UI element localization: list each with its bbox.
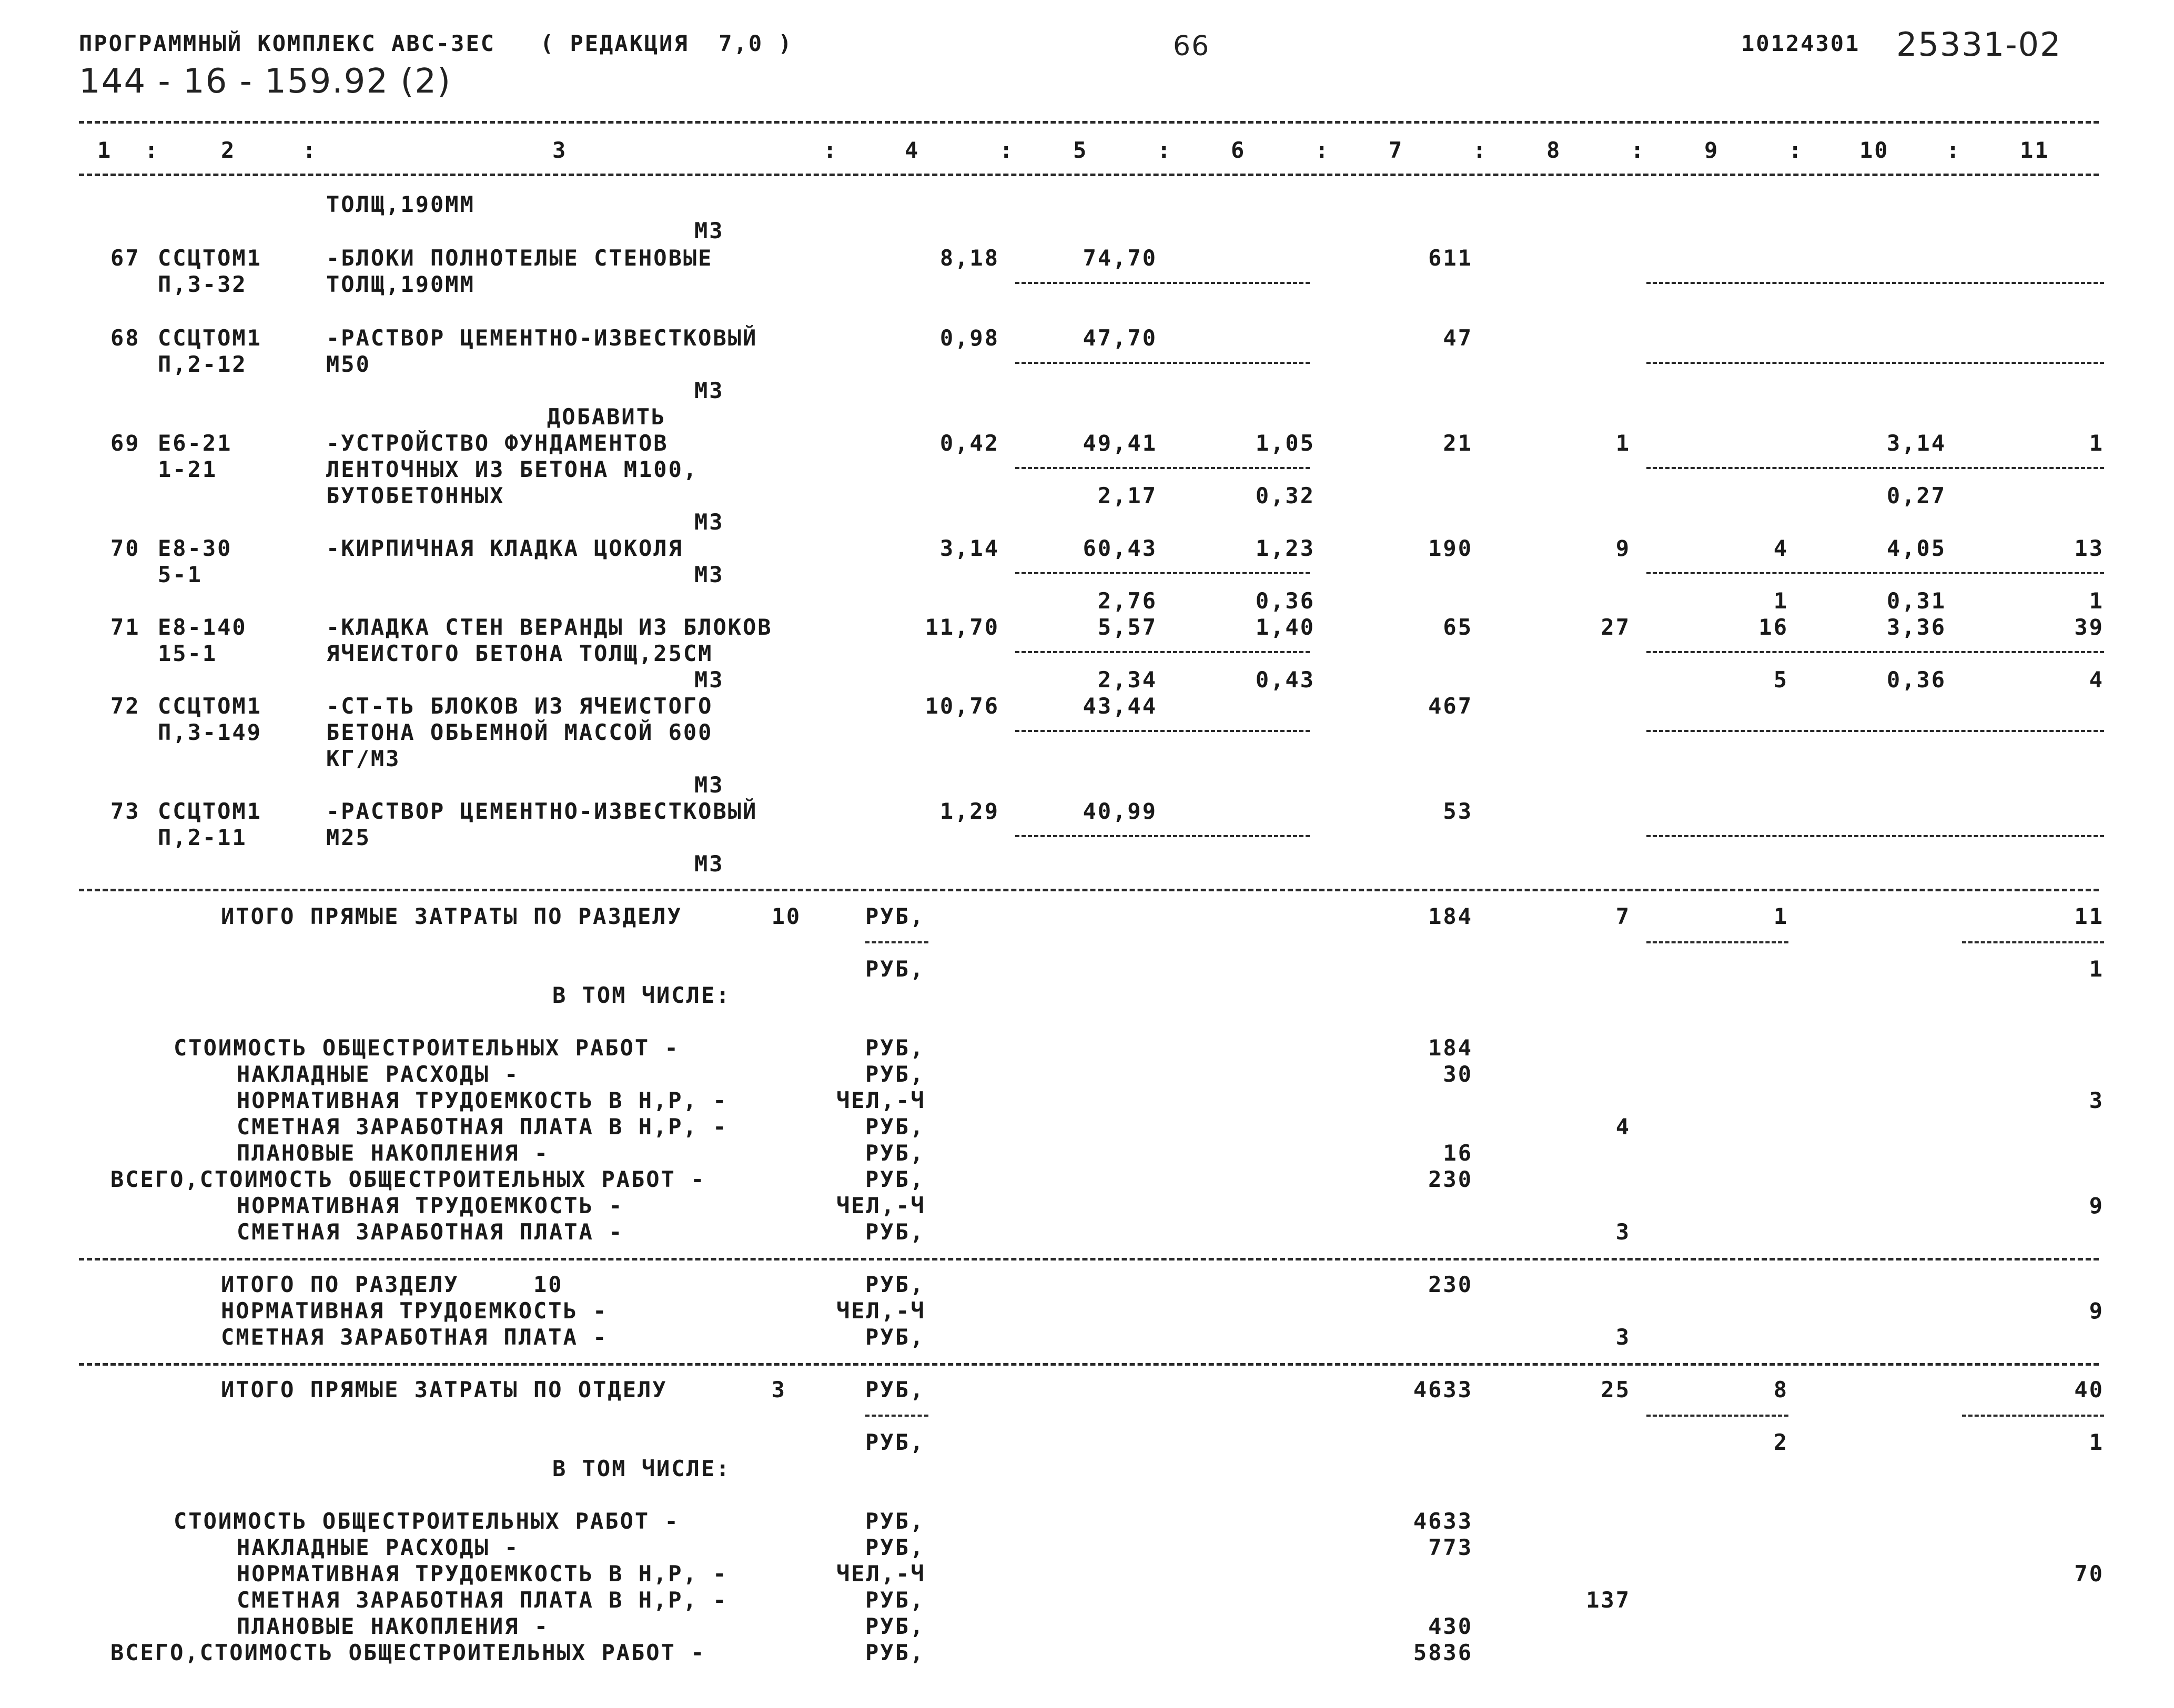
row-price: 60,43 (1083, 535, 1157, 561)
row-col10-sub: 0,27 (1886, 483, 1946, 509)
row-col6-sub: 0,36 (1255, 588, 1315, 614)
program-title: ПРОГРАММНЫЙ КОМПЛЕКС АВС-3ЕС ( РЕДАКЦИЯ 7,0 ) (79, 30, 793, 56)
summary-total: 184 (1428, 903, 1473, 929)
row-qty: 1,29 (939, 798, 999, 824)
row-col11: 13 (2074, 535, 2104, 561)
row-number: 70 (110, 535, 140, 561)
separator-line (79, 174, 2099, 176)
column-header: 10 (1859, 137, 1889, 163)
unit-label: М3 (694, 509, 724, 535)
summary-row-label: НАКЛАДНЫЕ РАСХОДЫ - (237, 1061, 520, 1087)
summary-row-col11: 70 (2074, 1561, 2104, 1587)
column-header: 6 (1231, 137, 1246, 163)
separator-line (79, 121, 2099, 124)
summary-col9-sub: 2 (1773, 1429, 1788, 1455)
row-col10: 3,14 (1886, 430, 1946, 456)
summary-row-label: ВСЕГО,СТОИМОСТЬ ОБЩЕСТРОИТЕЛЬНЫХ РАБОТ - (110, 1166, 706, 1192)
row-code: ССЦТОМ1 (158, 693, 262, 719)
handwritten-code: 25331-02 (1896, 25, 2062, 64)
summary-row-label: СМЕТНАЯ ЗАРАБОТНАЯ ПЛАТА В Н,Р, - (237, 1587, 728, 1613)
row-col11: 1 (2089, 430, 2104, 456)
summary-row-unit: РУБ, (865, 1272, 925, 1297)
summary-total: 4633 (1413, 1377, 1473, 1402)
row-col9: 16 (1758, 614, 1788, 640)
row-price: 43,44 (1083, 693, 1157, 719)
row-code: ССЦТОМ1 (158, 798, 262, 824)
summary-row-label: ПЛАНОВЫЕ НАКОПЛЕНИЯ - (237, 1613, 550, 1639)
summary-row-unit: РУБ, (865, 1613, 925, 1639)
row-col6: 1,23 (1255, 535, 1315, 561)
row-total: 21 (1443, 430, 1473, 456)
row-price-sub: 2,34 (1097, 667, 1157, 693)
row-price-sub: 2,17 (1097, 483, 1157, 509)
summary-row-col8: 137 (1586, 1587, 1631, 1613)
row-price: 74,70 (1083, 245, 1157, 271)
summary-row-col7: 16 (1443, 1140, 1473, 1166)
summary-unit: РУБ, (865, 1377, 925, 1402)
summary-row-col7: 230 (1428, 1166, 1473, 1192)
summary-row-label: СМЕТНАЯ ЗАРАБОТНАЯ ПЛАТА - (221, 1324, 608, 1350)
summary-row-unit: РУБ, (865, 1114, 925, 1140)
column-header: 1 (97, 137, 113, 163)
unit-label: М3 (694, 772, 724, 798)
row-col10-sub: 0,31 (1886, 588, 1946, 614)
row-price: 40,99 (1083, 798, 1157, 824)
row-total: 190 (1428, 535, 1473, 561)
row-code: ССЦТОМ1 (158, 245, 262, 271)
column-header: 3 (552, 137, 568, 163)
row-qty: 0,98 (939, 325, 999, 351)
row-number: 72 (110, 693, 140, 719)
unit-label: М3 (694, 851, 724, 877)
summary-row-col7: 4633 (1413, 1508, 1473, 1534)
summary-row-unit: РУБ, (865, 1534, 925, 1560)
summary-row-col7: 430 (1428, 1613, 1473, 1639)
row-col8: 1 (1615, 430, 1631, 456)
summary-row-unit: РУБ, (865, 1061, 925, 1087)
row-name: -РАСТВОР ЦЕМЕНТНО-ИЗВЕСТКОВЫЙ (326, 798, 758, 824)
row-number: 71 (110, 614, 140, 640)
summary-row-col7: 773 (1428, 1534, 1473, 1560)
summary-col11: 11 (2074, 903, 2104, 929)
row-total: 467 (1428, 693, 1473, 719)
row-name-2: ЛЕНТОЧНЫХ ИЗ БЕТОНА М100, (326, 456, 699, 482)
row-number: 67 (110, 245, 140, 271)
row-code-sub: П,3-149 (158, 719, 262, 745)
row-code-sub: 5-1 (158, 562, 203, 587)
unit-label: М3 (694, 378, 724, 403)
row-name-2: М50 (326, 351, 371, 377)
summary-row-col8: 3 (1615, 1219, 1631, 1245)
row-price: 49,41 (1083, 430, 1157, 456)
column-header: 2 (221, 137, 236, 163)
summary-row-unit: РУБ, (865, 1035, 925, 1061)
summary-row-col7: 30 (1443, 1061, 1473, 1087)
row-code: Е8-30 (158, 535, 232, 561)
row-name-2: БЕТОНА ОБЬЕМНОЙ МАССОЙ 600 (326, 719, 713, 745)
row-total: 65 (1443, 614, 1473, 640)
summary-row-unit: РУБ, (865, 1324, 925, 1350)
row-qty: 10,76 (925, 693, 999, 719)
summary-col8: 7 (1615, 903, 1631, 929)
summary-row-col7: 184 (1428, 1035, 1473, 1061)
row-name: -РАСТВОР ЦЕМЕНТНО-ИЗВЕСТКОВЫЙ (326, 325, 758, 351)
summary-unit: РУБ, (865, 1429, 925, 1455)
column-header: 5 (1073, 137, 1088, 163)
summary-unit: РУБ, (865, 903, 925, 929)
including-label: В ТОМ ЧИСЛЕ: (552, 1456, 731, 1481)
summary-row-label: НОРМАТИВНАЯ ТРУДОЕМКОСТЬ - (221, 1298, 608, 1324)
unit-label: М3 (694, 218, 724, 243)
row-total: 611 (1428, 245, 1473, 271)
row-col6-sub: 0,43 (1255, 667, 1315, 693)
separator-line (79, 1363, 2099, 1366)
summary-row-unit: РУБ, (865, 1219, 925, 1245)
row-number: 73 (110, 798, 140, 824)
separator-line (79, 889, 2099, 891)
row-total: 47 (1443, 325, 1473, 351)
summary-row-unit: РУБ, (865, 1587, 925, 1613)
summary-row-unit: РУБ, (865, 1508, 925, 1534)
summary-col9: 8 (1773, 1377, 1788, 1402)
summary-row-label: СМЕТНАЯ ЗАРАБОТНАЯ ПЛАТА В Н,Р, - (237, 1114, 728, 1140)
row-col8: 9 (1615, 535, 1631, 561)
row-qty: 3,14 (939, 535, 999, 561)
row-name-3: БУТОБЕТОННЫХ (326, 483, 505, 509)
summary-row-col11: 9 (2089, 1193, 2104, 1218)
summary-row-unit: ЧЕЛ,-Ч (836, 1087, 926, 1113)
row-code-sub: П,2-11 (158, 825, 247, 850)
summary-row-unit: РУБ, (865, 1140, 925, 1166)
row-code-sub: 15-1 (158, 640, 218, 666)
continued-text: ТОЛЩ,190ММ (326, 191, 475, 217)
page-number: 66 (1173, 30, 1210, 62)
summary-row-label: ВСЕГО,СТОИМОСТЬ ОБЩЕСТРОИТЕЛЬНЫХ РАБОТ - (110, 1640, 706, 1665)
row-col9-sub: 5 (1773, 667, 1788, 693)
separator-line (79, 1258, 2099, 1260)
row-price: 47,70 (1083, 325, 1157, 351)
summary-row-unit: ЧЕЛ,-Ч (836, 1561, 926, 1587)
summary-row-col11: 3 (2089, 1087, 2104, 1113)
including-label: В ТОМ ЧИСЛЕ: (552, 982, 731, 1008)
row-name: -УСТРОЙСТВО ФУНДАМЕНТОВ (326, 430, 669, 456)
summary-col11-sub: 1 (2089, 956, 2104, 982)
row-col10: 4,05 (1886, 535, 1946, 561)
summary-row-unit: РУБ, (865, 1640, 925, 1665)
row-name-2: М25 (326, 825, 371, 850)
summary-row-label: ИТОГО ПО РАЗДЕЛУ 10 (221, 1272, 563, 1297)
summary-row-col7: 230 (1428, 1272, 1473, 1297)
row-number: 68 (110, 325, 140, 351)
summary-row-label: НАКЛАДНЫЕ РАСХОДЫ - (237, 1534, 520, 1560)
summary-row-col11: 9 (2089, 1298, 2104, 1324)
unit-label: М3 (694, 562, 724, 587)
row-name: -КЛАДКА СТЕН ВЕРАНДЫ ИЗ БЛОКОВ (326, 614, 773, 640)
summary-row-col8: 3 (1615, 1324, 1631, 1350)
row-col9-sub: 1 (1773, 588, 1788, 614)
summary-row-label: СТОИМОСТЬ ОБЩЕСТРОИТЕЛЬНЫХ РАБОТ - (174, 1508, 680, 1534)
row-col10-sub: 0,36 (1886, 667, 1946, 693)
row-price-sub: 2,76 (1097, 588, 1157, 614)
row-name: -СТ-ТЬ БЛОКОВ ИЗ ЯЧЕИСТОГО (326, 693, 713, 719)
row-price: 5,57 (1097, 614, 1157, 640)
row-qty: 8,18 (939, 245, 999, 271)
summary-title: ИТОГО ПРЯМЫЕ ЗАТРАТЫ ПО РАЗДЕЛУ 10 (221, 903, 802, 929)
summary-row-label: ПЛАНОВЫЕ НАКОПЛЕНИЯ - (237, 1140, 550, 1166)
row-name: -КИРПИЧНАЯ КЛАДКА ЦОКОЛЯ (326, 535, 683, 561)
row-col11: 39 (2074, 614, 2104, 640)
row-col6: 1,05 (1255, 430, 1315, 456)
row-code: Е6-21 (158, 430, 232, 456)
row-name-2: ЯЧЕИСТОГО БЕТОНА ТОЛЩ,25СМ (326, 640, 713, 666)
row-col11-sub: 1 (2089, 588, 2104, 614)
column-header: 4 (905, 137, 920, 163)
summary-unit: РУБ, (865, 956, 925, 982)
row-code: ССЦТОМ1 (158, 325, 262, 351)
summary-col11-sub: 1 (2089, 1429, 2104, 1455)
summary-row-label: НОРМАТИВНАЯ ТРУДОЕМКОСТЬ В Н,Р, - (237, 1087, 728, 1113)
row-code-sub: П,2-12 (158, 351, 247, 377)
row-code-sub: 1-21 (158, 456, 218, 482)
row-qty: 11,70 (925, 614, 999, 640)
summary-col9: 1 (1773, 903, 1788, 929)
summary-row-unit: ЧЕЛ,-Ч (836, 1193, 926, 1218)
summary-row-col8: 4 (1615, 1114, 1631, 1140)
column-header: 7 (1389, 137, 1404, 163)
row-col8: 27 (1601, 614, 1631, 640)
row-name-3: КГ/М3 (326, 746, 401, 771)
summary-row-unit: РУБ, (865, 1166, 925, 1192)
summary-row-label: НОРМАТИВНАЯ ТРУДОЕМКОСТЬ - (237, 1193, 624, 1218)
summary-row-label: НОРМАТИВНАЯ ТРУДОЕМКОСТЬ В Н,Р, - (237, 1561, 728, 1587)
document-code: 10124301 (1741, 30, 1860, 56)
summary-row-label: СТОИМОСТЬ ОБЩЕСТРОИТЕЛЬНЫХ РАБОТ - (174, 1035, 680, 1061)
row-col9: 4 (1773, 535, 1788, 561)
row-qty: 0,42 (939, 430, 999, 456)
column-header: 8 (1546, 137, 1562, 163)
row-total: 53 (1443, 798, 1473, 824)
add-note: ДОБАВИТЬ (547, 404, 666, 430)
column-header: 9 (1704, 137, 1720, 163)
row-name-2: ТОЛЩ,190ММ (326, 271, 475, 297)
summary-row-col7: 5836 (1413, 1640, 1473, 1665)
summary-col11: 40 (2074, 1377, 2104, 1402)
row-col6-sub: 0,32 (1255, 483, 1315, 509)
row-number: 69 (110, 430, 140, 456)
row-code-sub: П,3-32 (158, 271, 247, 297)
column-header: 11 (2020, 137, 2050, 163)
summary-row-unit: ЧЕЛ,-Ч (836, 1298, 926, 1324)
row-col10: 3,36 (1886, 614, 1946, 640)
row-code: Е8-140 (158, 614, 247, 640)
summary-row-label: СМЕТНАЯ ЗАРАБОТНАЯ ПЛАТА - (237, 1219, 624, 1245)
row-col6: 1,40 (1255, 614, 1315, 640)
summary-title: ИТОГО ПРЯМЫЕ ЗАТРАТЫ ПО ОТДЕЛУ 3 (221, 1377, 786, 1402)
row-col11-sub: 4 (2089, 667, 2104, 693)
handwritten-reference: 144 - 16 - 159.92 (2) (79, 62, 452, 101)
row-name: -БЛОКИ ПОЛНОТЕЛЫЕ СТЕНОВЫЕ (326, 245, 713, 271)
unit-label: М3 (694, 667, 724, 693)
summary-col8: 25 (1601, 1377, 1631, 1402)
